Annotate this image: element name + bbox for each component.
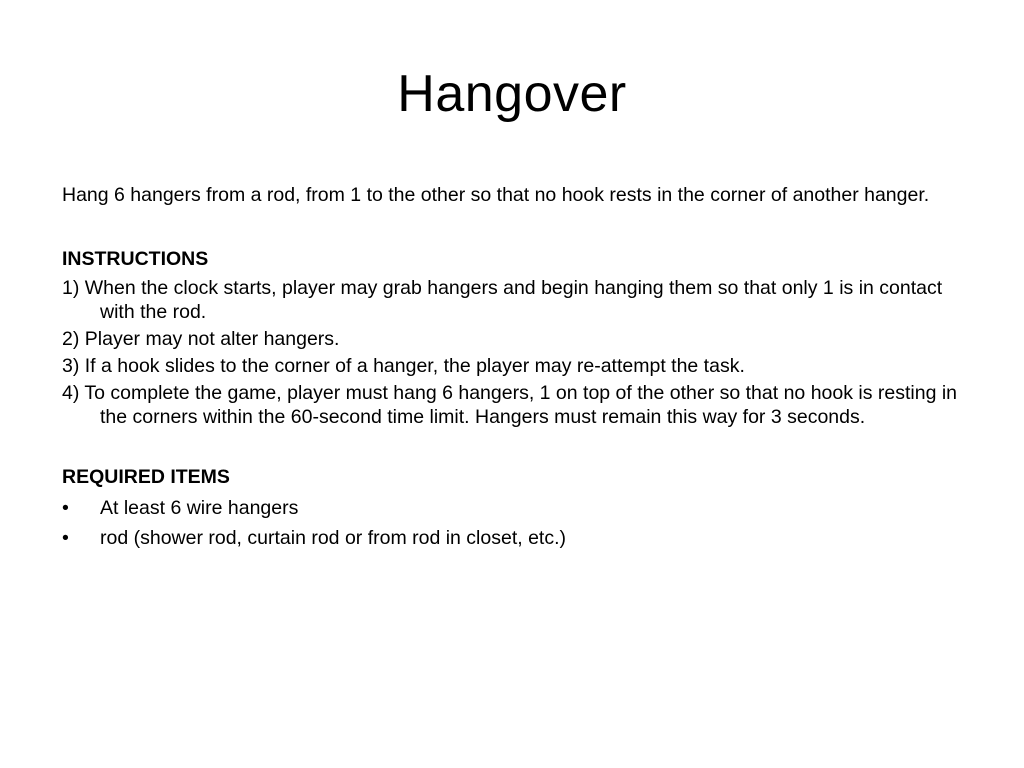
instruction-item: 2) Player may not alter hangers. [62,328,340,350]
bullet-icon: • [62,527,69,549]
required-item-text: At least 6 wire hangers [100,497,299,519]
instructions-heading: INSTRUCTIONS [62,248,209,270]
slide-content [62,180,972,551]
instruction-item: 1) When the clock starts, player may grab hangers and begin hanging them so that only 1 is in contact with the rod. [62,277,943,323]
required-item [62,496,972,521]
bullet-icon: • [62,497,69,519]
required-items-heading: REQUIRED ITEMS [62,466,230,488]
instruction-item: 3) If a hook slides to the corner of a hanger, the player may re-attempt the task. [62,355,745,377]
instructions-list [62,276,972,429]
required-items-list [62,496,972,551]
intro-paragraph: Hang 6 hangers from a rod, from 1 to the other so that no hook rests in the corner of another hanger. [62,184,930,206]
slide-title: Hangover [397,65,627,123]
required-item [62,526,972,551]
instruction-item: 4) To complete the game, player must hang 6 hangers, 1 on top of the other so that no hook is resting in the corners within the 60-second time limit. Hangers must remain this way for 3 seconds. [62,382,958,428]
required-item-text: rod (shower rod, curtain rod or from rod in closet, etc.) [100,527,567,549]
